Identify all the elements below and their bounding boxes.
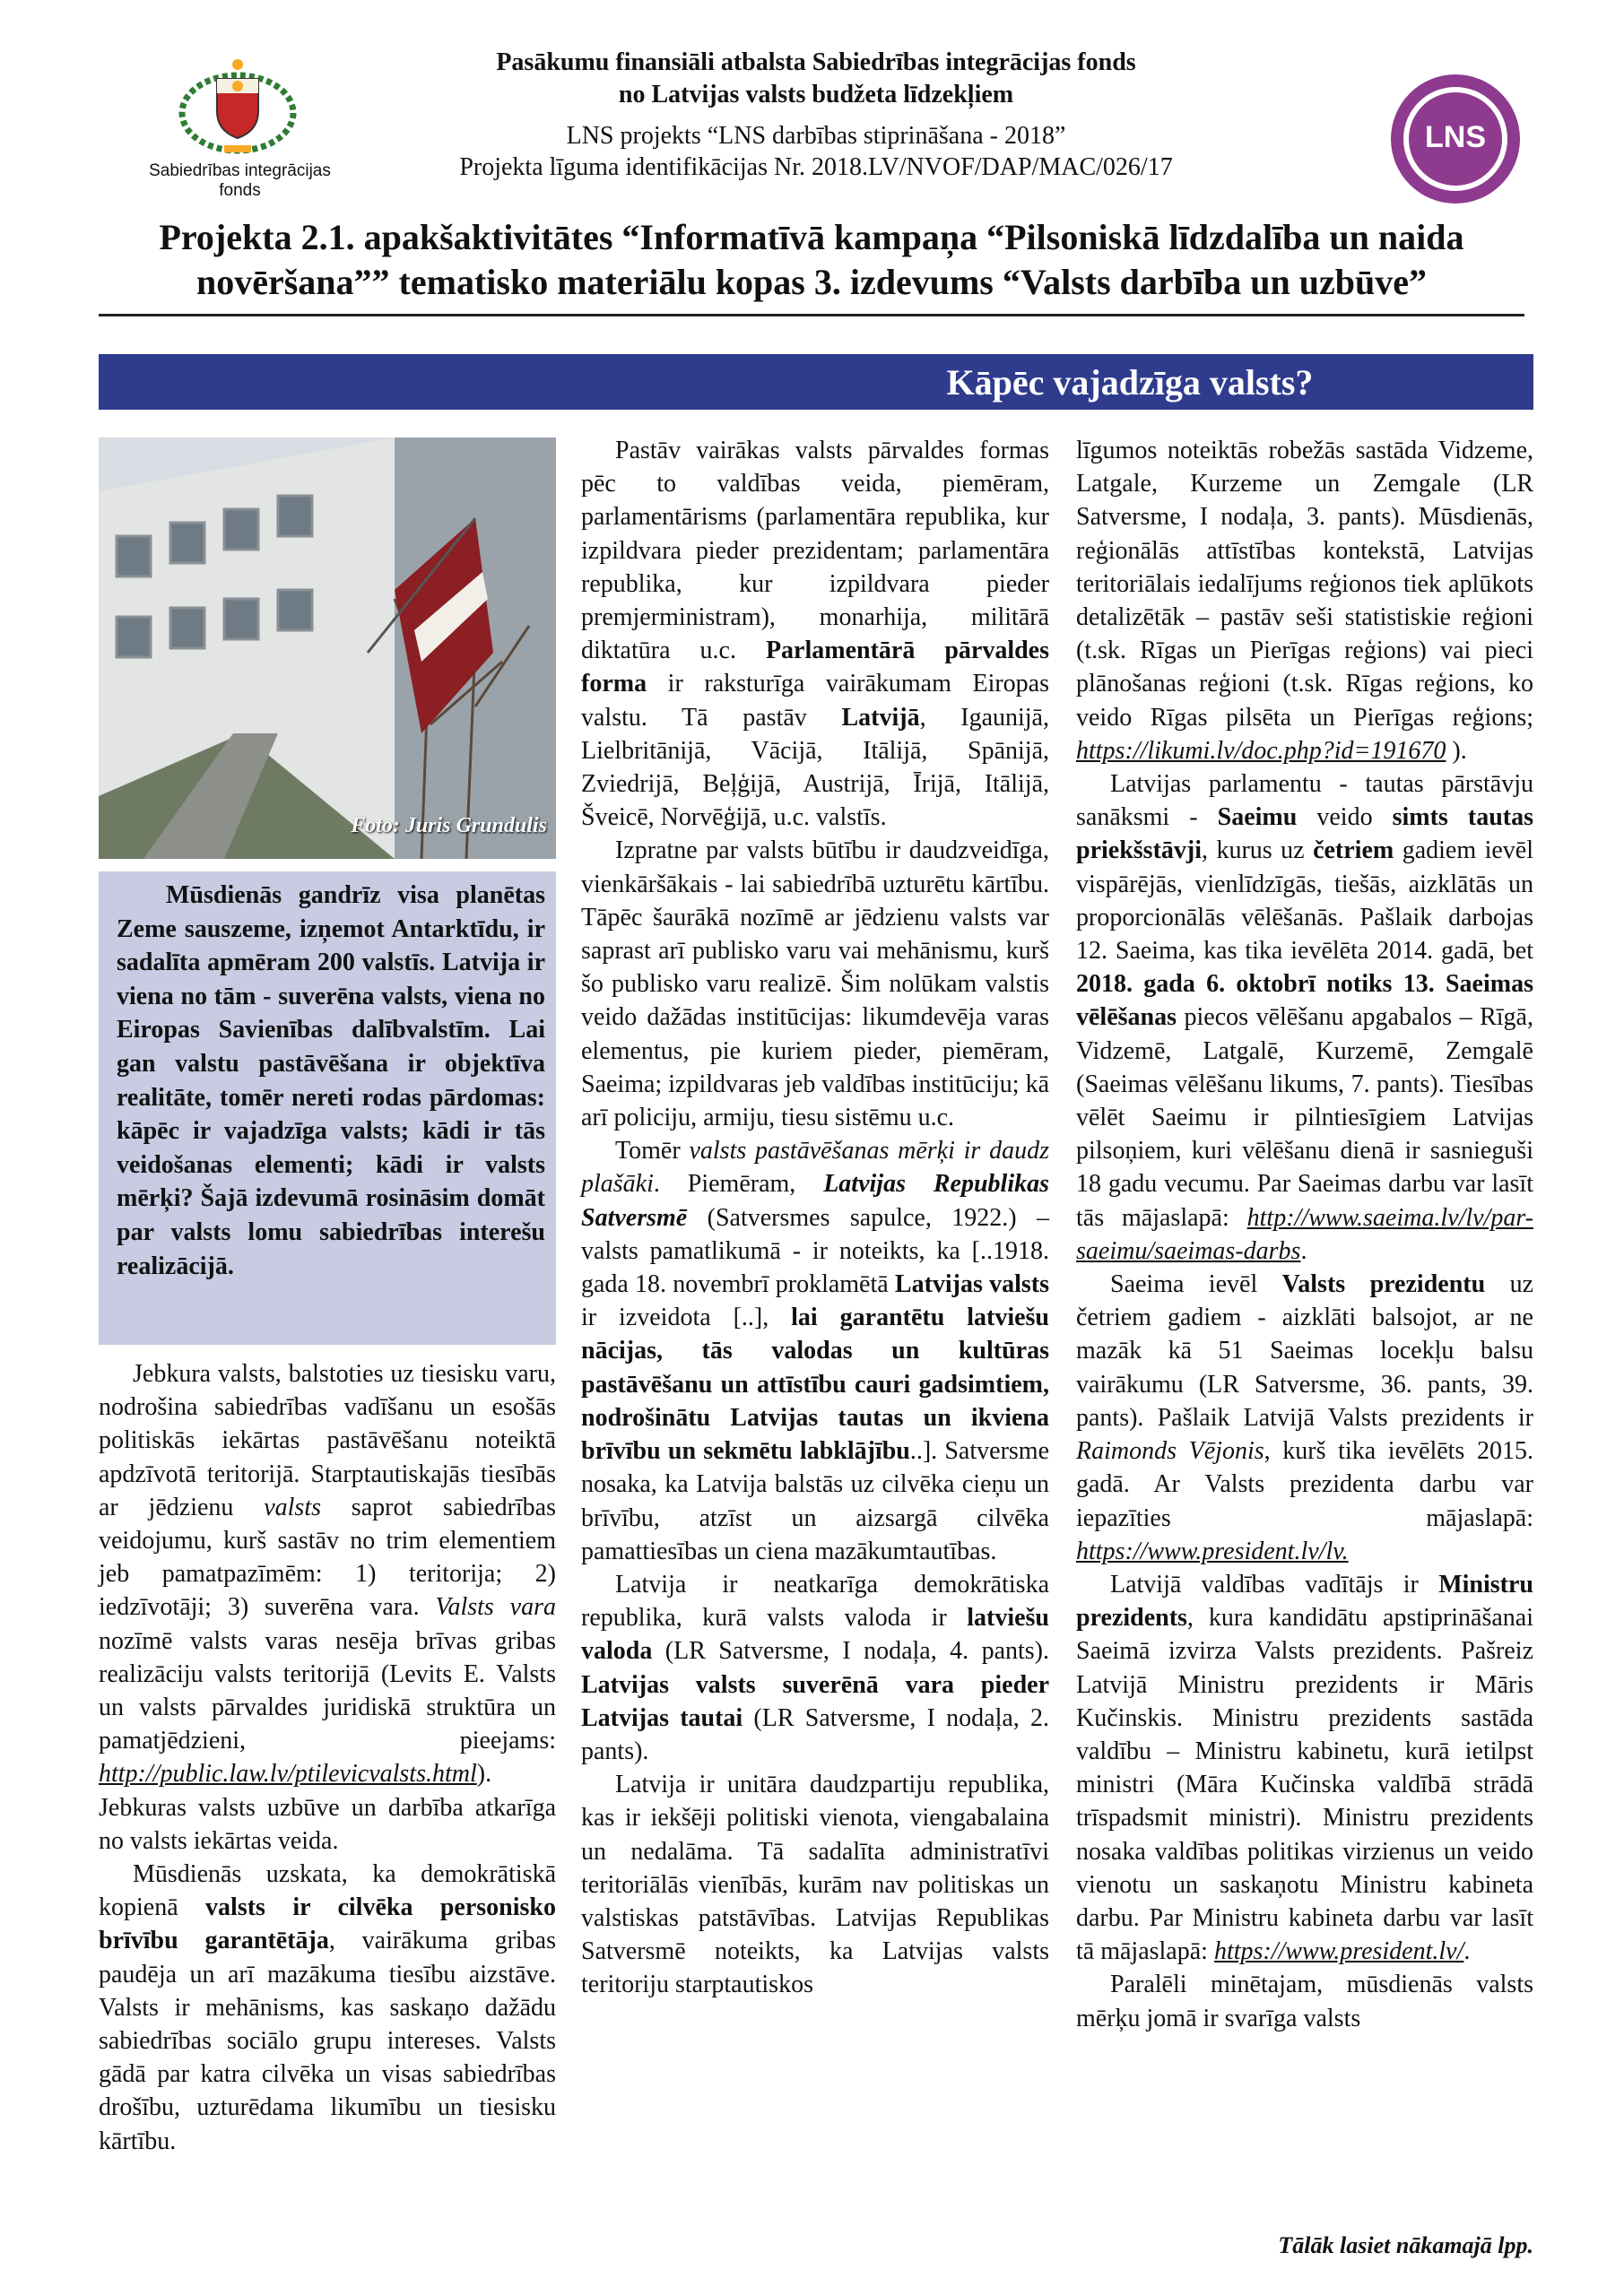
paragraph: līgumos noteiktās robežās sastāda Vidzeme, Latgale, Kurzeme un Zemgale (LR Satversme, I nodaļa, 3. pants). Mūsdienās, reģionālās attīstības kontekstā, Latvijas teritoriālais iedalījums reģionos tiek aplūkots detalizētāk – pastāv seši statistiskie reģioni (t.sk. Rīgas un Pierīgas reģions) vai pieci plānošanas reģioni (t.sk. Rīgas reģions, ko veido Rīgas pilsēta un Pierīgas reģions; https://likumi.lv/doc.php?id=191670 ). (1076, 437, 1533, 765)
paragraph: Saeima ievēl Valsts prezidentu uz četriem gadiem - aizklāti balsojot, ar ne mazāk kā 51 Saeimas locekļu balsu vairākumu (LR Satversme, 36. pants, 39. pants). Pašlaik Latvijā Valsts prezidents ir Raimonds Vējonis, kurš tika ievēlēts 2015. gadā. Ar Valsts prezidenta darbu var iepazīties mājaslapā: https://www.president.lv/lv. (1076, 1270, 1533, 1565)
president-link[interactable]: https://www.president.lv/lv. (1076, 1537, 1349, 1565)
coat-of-arms-logo (170, 52, 305, 160)
column-1 (99, 1357, 556, 2158)
title-line-1: Projekta 2.1. apakšaktivitātes “Informatīvā kampaņa “Pilsoniskā līdzdalība un naida (159, 217, 1464, 257)
paragraph: Latvija ir unitāra daudzpartiju republika, kas ir iekšēji politiski vienota, viengabalaina un nedalāma. Tā sadalīta administratīvi teritoriālās vienībās, kurām nav politiskas un valstiskas patstāvības. Latvijas Republikas Satversmē noteikts, ka Latvijas valsts teritoriju starptautiskos (581, 1771, 1049, 1999)
funding-line-2: no Latvijas valsts budžeta līdzekļiem (618, 81, 1014, 108)
saeima-link[interactable]: http://www.saeima.lv/lv/par-saeimu/saeimas-darbs (1076, 1203, 1533, 1265)
paragraph: Latvijā valdības vadītājs ir Ministru prezidents, kura kandidātu apstiprināšanai Saeimā izvirza Valsts prezidents. Pašreiz Latvijā Ministru prezidents ir Māris Kučinskis. Ministru prezidents sastāda valdību – Ministru kabinetu, kurā ietilpst ministri (Māra Kučinska valdībā strādā trīspadsmit ministri). Ministru prezidents nosaka valdības politikas virzienus un veido vienotu un saskaņotu Ministru kabineta darbu. Par Ministru kabineta darbu var lasīt tā mājaslapā: https://www.president.lv/. (1076, 1570, 1533, 1966)
paragraph: Mūsdienās uzskata, ka demokrātiskā kopienā valsts ir cilvēka personisko brīvību garantētāja, vairākuma gribas paudēja un arī mazākuma tiesību aizstāve. Valsts ir mehānisms, kas saskaņo dažādu sabiedrības sociālo grupu intereses. Valsts gādā par katra cilvēka un visas sabiedrības drošību, uzturēdama likumību un tiesisku kārtību. (99, 1860, 556, 2155)
continued-note: Tālāk lasiet nākamajā lpp. (1278, 2232, 1533, 2258)
fund-logo-caption: Sabiedrības integrācijas fonds (149, 161, 331, 200)
paragraph: Izpratne par valsts būtību ir daudzveidīga, vienkāršākais - lai sabiedrībā uzturētu kārtību. Tāpēc šaurākā nozīmē ar jēdzienu valsts var saprast arī publisko varu vai mehānismu, kurš šo publisko varu realizē. Šim nolūkam valstis veido dažādas institūcijas: likumdevēja varas elementus, pie kuriem pieder, piemēram, Saeima; izpildvaras jeb valdības institūciju; kā arī policiju, armiju, tiesu sistēmu u.c. (581, 836, 1049, 1132)
lns-logo (1388, 72, 1523, 206)
lns-logo-text: LNS (1425, 120, 1486, 154)
paragraph: Tomēr valsts pastāvēšanas mērķi ir daudz plašāki. Piemēram, Latvijas Republikas Satversmē (Satversmes sapulce, 1922.) – valsts pamatlikumā - ir noteikts, ka [..1918. gada 18. novembrī proklamētā Latvijas valsts ir izveidota [..], lai garantētu latviešu nācijas, tās valodas un kultūras pastāvēšanu un attīstību cauri gadsimtiem, nodrošinātu Latvijas tautas un ikviena brīvību un sekmētu labklājību..]. Satversme nosaka, ka Latvija balstās uz cilvēka cieņu un brīvību, atzīst un aizsargā cilvēka pamattiesības un ciena mazākumtautības. (581, 1137, 1049, 1565)
title-line-2: novēršana”” tematisko materiālu kopas 3. izdevums “Valsts darbība un uzbūve” (195, 262, 1427, 302)
page-title (99, 215, 1524, 305)
paragraph: Pastāv vairākas valsts pārvaldes formas pēc to valdības veida, piemēram, parlamentārisms (parlamentāra republika, kur izpildvara pieder prezidentam; parlamentāra republika, kur izpildvara pieder premjerministram), monarhija, militārā diktatūra u.c. Parlamentārā pārvaldes forma ir raksturīga vairākumam Eiropas valstu. Tā pastāv Latvijā, Igaunijā, Lielbritānijā, Vācijā, Itālijā, Spānijā, Zviedrijā, Beļģijā, Austrijā, Īrijā, Itālijā, Šveicē, Norvēģijā, u.c. valstīs. (581, 437, 1049, 832)
project-id-line: Projekta līguma identifikācijas Nr. 2018.LV/NVOF/DAP/MAC/026/17 (459, 153, 1173, 181)
paragraph: Latvija ir neatkarīga demokrātiska republika, kurā valsts valoda ir latviešu valoda (LR Satversme, I nodaļa, 4. pants). Latvijas valsts suverēnā vara pieder Latvijas tautai (LR Satversme, I nodaļa, 2. pants). (581, 1570, 1049, 1765)
section-heading-banner (99, 354, 1533, 410)
levits-link[interactable]: http://public.law.lv/ptilevicvalsts.html (99, 1760, 477, 1789)
photo-credit: Foto: Juris Grundulis (351, 814, 547, 837)
title-divider (99, 314, 1524, 316)
column-2 (581, 434, 1049, 2002)
paragraph: Paralēli minētajam, mūsdienās valsts mērķu jomā ir svarīga valsts (1076, 1971, 1533, 2032)
column-3 (1076, 434, 1533, 2035)
paragraph: Jebkura valsts, balstoties uz tiesisku varu, nodrošina sabiedrības vadīšanu un esošās politiskās iekārtas pastāvēšanu noteiktā apdzīvotā teritorijā. Starptautiskajās tiesībās ar jēdzienu valsts saprot sabiedrības veidojumu, kurš sastāv no trim elementiem jeb pamatpazīmēm: 1) teritorija; 2) iedzīvotāji; 3) suverēna vara. Valsts vara nozīmē valsts varas nesēja brīvas gribas realizāciju valsts teritorijā (Levits E. Valsts un valsts pārvaldes juridiskā struktūra un pamatjēdzieni, pieejams: http://public.law.lv/ptilevicvalsts.html). Jebkuras valsts uzbūve un darbība atkarīga no valsts iekārtas veida. (99, 1360, 557, 1855)
likumi-link[interactable]: https://likumi.lv/doc.php?id=191670 (1076, 736, 1446, 765)
project-name-line: LNS projekts “LNS darbības stiprināšana - 2018” (566, 122, 1066, 150)
paragraph: Latvijas parlamentu - tautas pārstāvju sanāksmi - Saeimu veido simts tautas priekšstāvji, kurus uz četriem gadiem ievēl vispārējās, vienlīdzīgās, tiešās, aizklātās un proporcionālās vēlēšanās. Pašlaik darbojas 12. Saeima, kas tika ievēlēta 2014. gadā, bet 2018. gada 6. oktobrī notiks 13. Saeimas vēlēšanas piecos vēlēšanu apgabalos – Rīgā, Vidzemē, Latgalē, Kurzemē, Zemgalē (Saeimas vēlēšanu likums, 7. pants). Tiesības vēlēt Saeimu ir pilntiesīgiem Latvijas pilsoņiem, kuri vēlēšanu dienā ir sasnieguši 18 gadu vecumu. Par Saeimas darbu var lasīt tās mājaslapā: http://www.saeima.lv/lv/par-saeimu/saeimas-darbs. (1076, 770, 1533, 1265)
president-link-2[interactable]: https://www.president.lv/ (1213, 1937, 1464, 1966)
funding-line-1: Pasākumu finansiāli atbalsta Sabiedrības integrācijas fonds (496, 48, 1136, 76)
project-info (377, 120, 1255, 183)
section-heading: Kāpēc vajadzīga valsts? (946, 362, 1314, 403)
intro-text: Mūsdienās gandrīz visa planētas Zeme sauszeme, izņemot Antarktīdu, ir sadalīta apmēram 200 valstīs. Latvija ir viena no tām - suverēna valsts, viena no Eiropas Savienības dalībvalstīm. Lai gan valstu pastāvēšana ir objektīva realitāte, tomēr nereti rodas pārdomas: kāpēc ir vajadzīga valsts; kādi ir tās veidošanas elementi; kādi ir valsts mērķi? Šajā izdevumā rosināsim domāt par valsts lomu sabiedrības interešu realizācijā. (117, 881, 545, 1280)
building-flag-photo (99, 438, 556, 859)
funding-statement (377, 47, 1255, 111)
